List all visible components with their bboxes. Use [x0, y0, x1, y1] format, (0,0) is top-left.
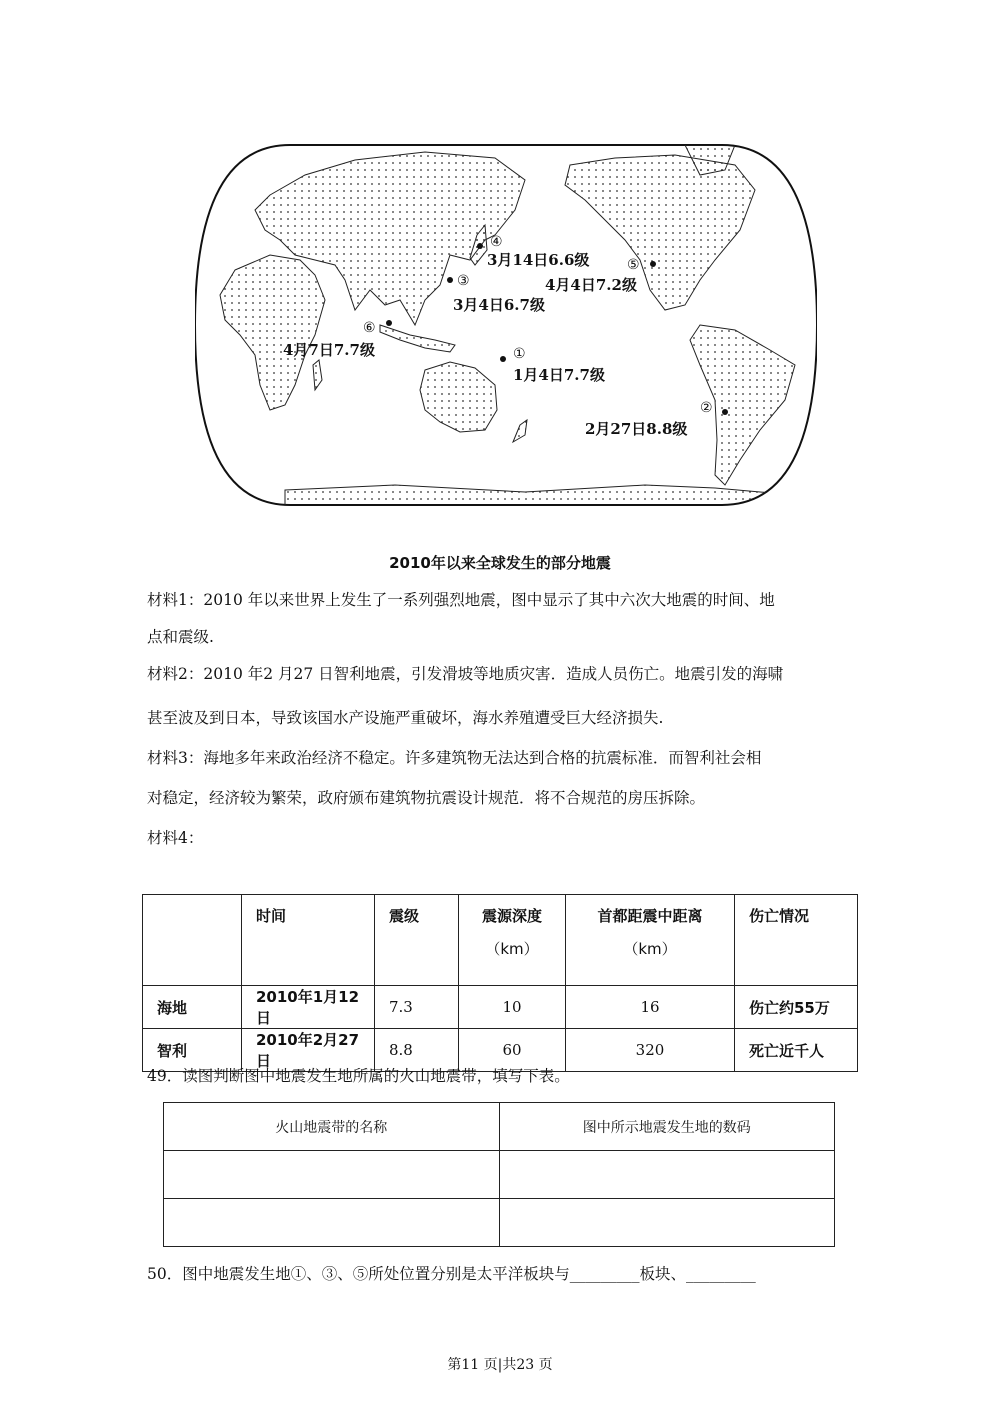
- table-row: [143, 986, 858, 1029]
- answer-cell[interactable]: [499, 1151, 835, 1199]
- quake-marker-2: ②: [700, 400, 713, 416]
- header-cell: 时间: [242, 895, 375, 986]
- quake-dot-4: [477, 243, 483, 249]
- earthquake-comparison-table: [142, 894, 858, 1072]
- header-cell: 震源深度 （km）: [459, 895, 566, 986]
- table-cell: 海地: [143, 986, 242, 1029]
- quake-marker-4: ④: [490, 234, 503, 250]
- answer-header-belt-name: 火山地震带的名称: [164, 1103, 500, 1151]
- material-1-line-2: 点和震级.: [147, 628, 214, 646]
- question-50: 50．图中地震发生地①、③、⑤所处位置分别是太平洋板块与_________板块、_________: [147, 1265, 756, 1283]
- page-footer: 第11 页|共23 页: [447, 1357, 553, 1373]
- quake-marker-6: ⑥: [363, 320, 376, 336]
- material-2-line-1: 材料2：2010 年2 月27 日智利地震，引发滑坡等地质灾害．造成人员伤亡。地震引发的海啸: [147, 665, 784, 683]
- table-cell: 16: [566, 986, 735, 1029]
- question-49: 49．读图判断图中地震发生地所属的火山地震带，填写下表。: [147, 1067, 570, 1085]
- header-cell: 首都距震中距离 （km）: [566, 895, 735, 986]
- table-cell: 2010年1月12日: [242, 986, 375, 1029]
- material-2-line-2: 甚至波及到日本，导致该国水产设施严重破坏，海水养殖遭受巨大经济损失.: [147, 709, 664, 727]
- table-cell: 死亡近千人: [735, 1029, 858, 1072]
- answer-cell[interactable]: [499, 1199, 835, 1247]
- quake-label-1: 1月4日7.7级: [513, 366, 605, 384]
- map-caption: 2010年以来全球发生的部分地震: [389, 554, 611, 572]
- table-cell: 伤亡约55万: [735, 986, 858, 1029]
- quake-dot-6: [386, 320, 392, 326]
- answer-cell[interactable]: [164, 1199, 500, 1247]
- world-map: [195, 140, 817, 510]
- table-cell: 2010年2月27日: [242, 1029, 375, 1072]
- quake-label-5: 4月4日7.2级: [545, 276, 637, 294]
- header-cell: 震级: [375, 895, 459, 986]
- table-cell: 智利: [143, 1029, 242, 1072]
- table-cell: 8.8: [375, 1029, 459, 1072]
- quake-label-6: 4月7日7.7级: [283, 341, 375, 359]
- quake-label-2: 2月27日8.8级: [585, 420, 688, 438]
- quake-dot-1: [500, 356, 506, 362]
- table-cell: 10: [459, 986, 566, 1029]
- quake-dot-3: [447, 277, 453, 283]
- quake-dot-5: [650, 261, 656, 267]
- answer-cell[interactable]: [164, 1151, 500, 1199]
- quake-dot-2: [722, 409, 728, 415]
- table-header-row: [143, 895, 858, 986]
- material-1-line-1: 材料1：2010 年以来世界上发生了一系列强烈地震，图中显示了其中六次大地震的时间、地: [147, 591, 775, 609]
- answer-header-quake-numbers: 图中所示地震发生地的数码: [499, 1103, 835, 1151]
- table-cell: 60: [459, 1029, 566, 1072]
- table-cell: 320: [566, 1029, 735, 1072]
- quake-marker-5: ⑤: [627, 257, 640, 273]
- quake-label-3: 3月4日6.7级: [453, 296, 545, 314]
- answer-table: [163, 1102, 835, 1247]
- table-cell: 7.3: [375, 986, 459, 1029]
- header-cell: 伤亡情况: [735, 895, 858, 986]
- header-cell: [143, 895, 242, 986]
- quake-marker-1: ①: [513, 346, 526, 362]
- material-4-label: 材料4：: [147, 829, 204, 847]
- quake-marker-3: ③: [457, 273, 470, 289]
- material-3-line-2: 对稳定，经济较为繁荣，政府颁布建筑物抗震设计规范．将不合规范的房压拆除。: [147, 789, 706, 807]
- quake-label-4: 3月14日6.6级: [487, 251, 590, 269]
- material-3-line-1: 材料3：海地多年来政治经济不稳定。许多建筑物无法达到合格的抗震标准．而智利社会相: [147, 749, 762, 767]
